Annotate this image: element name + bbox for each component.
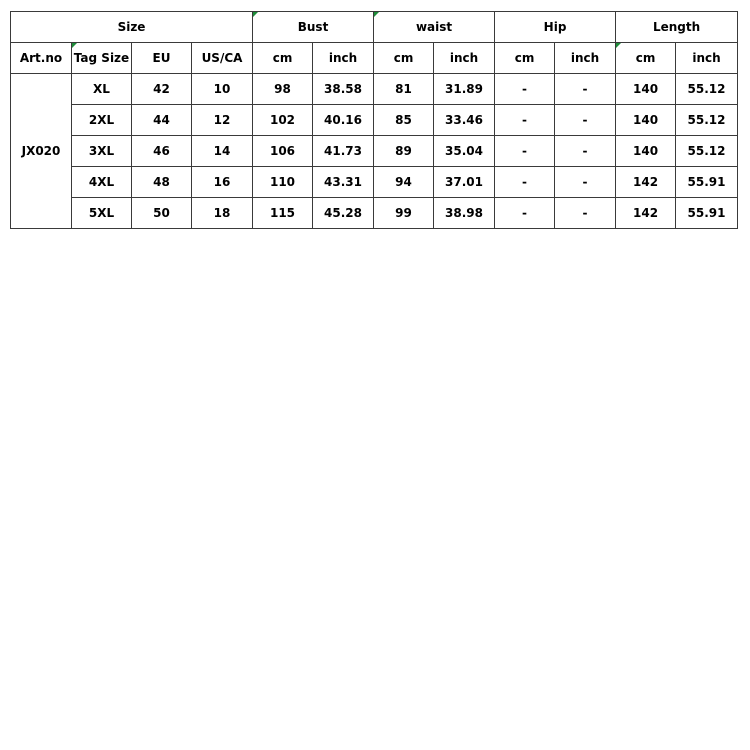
cell-eu: 50 [132, 198, 192, 229]
cell-waist-inch: 31.89 [434, 74, 495, 105]
cell-hip-inch: - [555, 105, 616, 136]
cell-length-cm: 142 [616, 198, 676, 229]
header-length: Length [616, 12, 738, 43]
header-size: Size [11, 12, 253, 43]
cell-bust-inch: 45.28 [313, 198, 374, 229]
cell-length-inch: 55.12 [676, 136, 738, 167]
cell-length-cm: 142 [616, 167, 676, 198]
cell-bust-cm: 98 [253, 74, 313, 105]
cell-length-inch: 55.12 [676, 105, 738, 136]
cell-bust-cm: 102 [253, 105, 313, 136]
cell-us-ca: 14 [192, 136, 253, 167]
cell-waist-cm: 81 [374, 74, 434, 105]
cell-waist-inch: 33.46 [434, 105, 495, 136]
header-group-row [11, 12, 738, 43]
cell-waist-inch: 37.01 [434, 167, 495, 198]
cell-length-cm: 140 [616, 136, 676, 167]
cell-eu: 44 [132, 105, 192, 136]
header-waist-inch: inch [434, 43, 495, 74]
cell-us-ca: 18 [192, 198, 253, 229]
cell-hip-cm: - [495, 167, 555, 198]
cell-bust-cm: 106 [253, 136, 313, 167]
cell-tag-size: 5XL [72, 198, 132, 229]
cell-hip-cm: - [495, 198, 555, 229]
cell-us-ca: 16 [192, 167, 253, 198]
table-row [11, 136, 738, 167]
cell-waist-cm: 94 [374, 167, 434, 198]
cell-tag-size: XL [72, 74, 132, 105]
size-chart-table [10, 11, 738, 229]
header-hip: Hip [495, 12, 616, 43]
header-waist-cm: cm [374, 43, 434, 74]
table-row [11, 74, 738, 105]
cell-length-inch: 55.91 [676, 198, 738, 229]
header-hip-cm: cm [495, 43, 555, 74]
cell-eu: 42 [132, 74, 192, 105]
header-us-ca: US/CA [192, 43, 253, 74]
header-length-cm: cm [616, 43, 676, 74]
header-hip-inch: inch [555, 43, 616, 74]
cell-tag-size: 4XL [72, 167, 132, 198]
cell-us-ca: 10 [192, 74, 253, 105]
header-tag-size: Tag Size [72, 43, 132, 74]
cell-waist-inch: 35.04 [434, 136, 495, 167]
cell-tag-size: 3XL [72, 136, 132, 167]
cell-hip-cm: - [495, 105, 555, 136]
header-length-inch: inch [676, 43, 738, 74]
header-bust: Bust [253, 12, 374, 43]
table-row [11, 198, 738, 229]
cell-hip-cm: - [495, 74, 555, 105]
art-no-cell: JX020 [11, 74, 72, 229]
header-eu: EU [132, 43, 192, 74]
cell-bust-inch: 40.16 [313, 105, 374, 136]
cell-hip-inch: - [555, 198, 616, 229]
cell-bust-inch: 38.58 [313, 74, 374, 105]
cell-length-cm: 140 [616, 74, 676, 105]
cell-waist-cm: 85 [374, 105, 434, 136]
header-art-no: Art.no [11, 43, 72, 74]
cell-us-ca: 12 [192, 105, 253, 136]
cell-hip-inch: - [555, 167, 616, 198]
cell-eu: 46 [132, 136, 192, 167]
cell-waist-cm: 99 [374, 198, 434, 229]
cell-hip-inch: - [555, 74, 616, 105]
header-bust-inch: inch [313, 43, 374, 74]
cell-length-inch: 55.12 [676, 74, 738, 105]
header-bust-cm: cm [253, 43, 313, 74]
cell-length-inch: 55.91 [676, 167, 738, 198]
cell-bust-inch: 43.31 [313, 167, 374, 198]
cell-tag-size: 2XL [72, 105, 132, 136]
cell-length-cm: 140 [616, 105, 676, 136]
cell-bust-cm: 115 [253, 198, 313, 229]
cell-eu: 48 [132, 167, 192, 198]
cell-bust-inch: 41.73 [313, 136, 374, 167]
cell-waist-inch: 38.98 [434, 198, 495, 229]
cell-hip-inch: - [555, 136, 616, 167]
cell-hip-cm: - [495, 136, 555, 167]
header-sub-row [11, 43, 738, 74]
header-waist: waist [374, 12, 495, 43]
cell-waist-cm: 89 [374, 136, 434, 167]
table-row [11, 167, 738, 198]
table-row [11, 105, 738, 136]
cell-bust-cm: 110 [253, 167, 313, 198]
